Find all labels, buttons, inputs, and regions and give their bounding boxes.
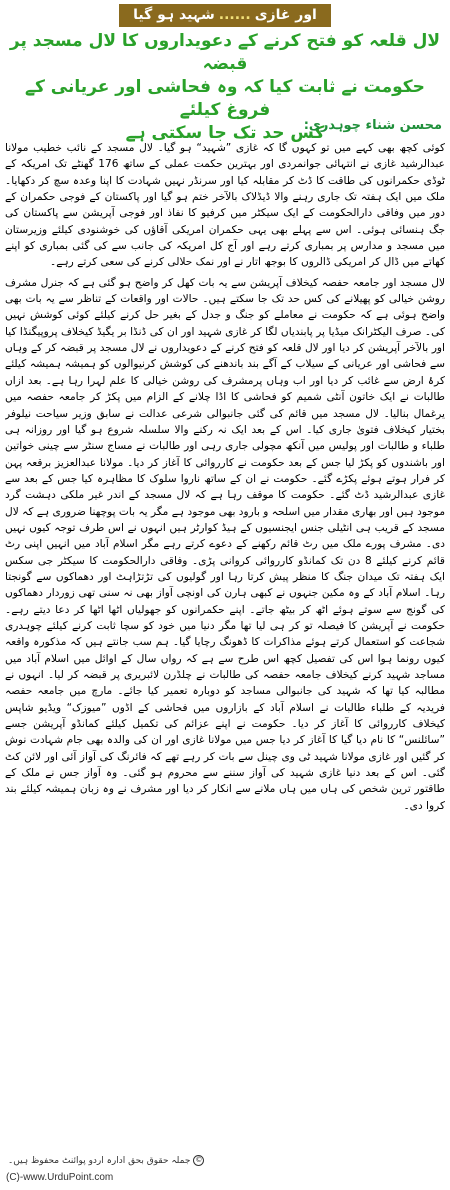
headline-line-3: کس حد تک جا سکتی ہے xyxy=(125,123,325,143)
category-tag-part2: شہید ہو گیا xyxy=(133,7,215,23)
category-tag-wrapper xyxy=(0,4,450,27)
copyright-icon: © xyxy=(195,1156,203,1164)
headline-line-1: لال قلعہ کو فتح کرنے کے دعویداروں کا لال مسجد پر قبضہ xyxy=(9,31,441,74)
headline-line-2: حکومت نے ثابت کیا کہ وہ فحاشی اور عریانی کے فروغ کیلئے xyxy=(25,77,425,120)
category-tag-part1: اور غازی xyxy=(254,7,317,23)
rights-note xyxy=(8,1155,204,1166)
copyright-link[interactable]: (C)-www.UrduPoint.com xyxy=(6,1172,114,1183)
category-tag-dots: ...... xyxy=(218,7,251,23)
category-tag xyxy=(119,4,331,27)
author-byline: محسن شناء چوہدری: xyxy=(303,118,442,133)
rights-note-text: جملہ حقوق بحق ادارہ اردو پوائنٹ محفوظ ہیں۔ xyxy=(8,1156,191,1166)
article-paragraph-2: لال مسجد اور جامعہ حفصہ کیخلاف آپریشن سے یہ بات کھل کر واضح ہو گئی ہے کہ جنرل مشرف روشن خیالی کو پھیلانے کی کس حد تک جا سکتے ہیں۔ حالات اور واقعات کے تناظر سے یہ بات بھی واضح ہوئی ہے کہ حکومت نے معاملے کو جنگ و جدل کے بغیر حل کرنے کیلئے کوئی کوشش نہیں کی۔ صرف الیکٹرانک میڈیا پر پابندیاں لگا کر غازی شہید اور ان کی ڈنڈا بر یگیڈ کیخلاف پروپیگنڈا کیا اور بالآخر آپریشن کر دیا اور لال قلعہ کو فتح کرنے کے دعویداروں نے لال مسجد پر قبضہ کر کے وہاں سے فحاشی اور عریانی کے سیلاب کے آگے بند باندھنے کی کوشش کرنیوالوں کو ہمیشہ ہمیشہ کیلئے کرۂ ارض سے غائب کر دیا اور اب وہاں پرمشرف کی روشن خیالی کا علم لہرا رہا ہے۔ بعد ازاں طالبات نے ایک خاتون آنٹی شمیم کو فحاشی کا اڈا چلانے کے الزام میں پکڑ کر جامعہ حفصہ میں یرغمال بنالیا۔ لال مسجد میں قائم کی گئی جانبوالی شرعی عدالت نے سابق وزیر سیاحت نیلوفر بختیار کیخلاف فتویٰ جاری کیا۔ اس کے بعد ایک نہ رکنے والا سلسلہ شروع ہو گیا اور روزانہ ہی طلباء و طالبات اور پولیس میں آنکھ مچولی جاری رہی اور طالبات نے مساج سنٹر سے چینی خواتین اور باشندوں کو پکڑ لیا جس کے بعد حکومت نے کارروائی کا آغاز کر دیا۔ مولانا عبدالعزیز برقعہ پہن کر فرار ہوتے ہوئے پکڑے گئے۔ حکومت نے ان کے ساتھ ناروا سلوک کا مظاہرہ کیا جس کے بعد سے غازی عبدالرشید ڈٹ گئے۔ حکومت کا موقف رہا ہے کہ لال مسجد کے اندر غیر ملکی دہشت گرد موجود ہیں اور بھاری مقدار میں اسلحہ و بارود بھی موجود ہے مگر یہ بات پوچھنا ضروری ہے کہ لال مسجد کے قریب ہی انٹیلی جنس ایجنسیوں کے ہیڈ کوارٹر ہیں انہوں نے اس طرف توجہ کیوں نہیں دی۔ مشرف پورے ملک میں رٹ قائم رکھنے کے دعوے کرتے رہے مگر اسلام آباد میں انہیں اپنی رٹ قائم کرنے کیلئے 8 دن تک کمانڈو کارروائی کروانی پڑی۔ وفاقی دارالحکومت کا سیکٹر جی سکس ایک ہفتہ تک میدان جنگ کا منظر پیش کرتا رہا اور گولیوں کی تڑتڑاہٹ اور دھماکوں سے گونجتا رہا۔ اسلام آباد کے وہ مکین جنہوں نے کبھی ہارن کی اونچی آواز بھی نہ سنی تھی زوردار دھماکوں کی گونج سے سوتے ہوئے اٹھ کر بیٹھ جاتے۔ اپنے حکمرانوں کو جھولیاں اٹھا اٹھا کر دعا دیتے رہے۔ حکومت نے آپریشن کا فیصلہ تو کر ہی لیا تھا مگر دنیا میں خود کو سچا ثابت کرنے کیلئے چوہدری شجاعت کو استعمال کرتے ہوئے مذاکرات کا ڈھونگ رچایا گیا۔ ہم سب جانتے ہیں کہ مذکورہ واقعہ کیوں رونما ہوا اس کی تفصیل کچھ اس طرح سے ہے کہ رواں سال کے اوائل میں اسلام آباد میں مساجد شہید کرنے کیخلاف جامعہ حفصہ کی طالبات نے چلڈرن لائبریری پر قبضہ کر لیا۔ انہوں نے مطالبہ کیا تھا کہ شہید کی جانبوالی مساجد کو دوبارہ تعمیر کیا جائے۔ مارچ میں جامعہ حفصہ فریدیہ کے طلباء طالبات نے اسلام آباد کے بازاروں میں فحاشی کے اڈوں ”میوزک“ ویڈیو شاپس کیخلاف کارروائی کا آغاز کر دیا۔ حکومت نے اپنے عزائم کی تکمیل کیلئے کمانڈو آپریشن جسے ”سائلنس“ کا نام دیا گیا کا آغاز کر دیا جس میں مولانا غازی اور ان کی والدہ بھی جام شہادت نوش کر گئیں اور غازی مولانا شہید ٹی وی چینل سے بات کر رہے تھے کہ فائرنگ کی آواز آئی اور لائن کٹ گئی۔ اس کے بعد دنیا غازی شہید کی آواز سننے سے محروم ہو گئی۔ وہ آواز جس نے ملک کے طاقتور ترین شخص کی ہاں میں ہاں ملانے سے انکار کر دیا اور مشرف نے وہ زبان ہمیشہ کیلئے بند کروا دی۔ xyxy=(5,276,445,812)
article-body xyxy=(5,140,445,1150)
article-paragraph-1: کوئی کچھ بھی کہے میں تو کہوں گا کہ غازی ”شہید“ ہو گیا۔ لال مسجد کے نائب خطیب مولانا عبدالرشید غازی نے انتہائی جوانمردی اور بہترین حکمت عملی کے ساتھ 176 گھنٹے تک امریکہ کے ٹوڈی حکمرانوں کی طاقت کا ڈٹ کر مقابلہ کیا اور سرنڈر نہیں شہادت کا اپنا وعدہ سچ کر دکھایا۔ ملک میں ایک ہفتہ تک جاری رہنے والا ڈیڈلاک بالآخر ختم ہو گیا اور پاکستان کے فوجی حکمران کے دور میں وفاقی دارالحکومت کے ایک سیکٹر میں کرفیو کا نفاذ اور فوجی آپریشن سے پاکستان کی جگ ہنسائی ہوئی۔ اس سے پہلے بھی یہی حکمران امریکی آقاؤں کی خوشنودی کیلئے وزیرستان میں مسجد و مدارس پر بمباری کرتے رہے اور آج کل امریکہ کی جانب سے کی گئی بمباری کو اپنے کھاتے میں ڈال کر امریکی ڈالروں کا بوجھ اتار نے اور نمک حلالی کرنے کی سعی کرتے رہے۔ xyxy=(5,142,445,269)
